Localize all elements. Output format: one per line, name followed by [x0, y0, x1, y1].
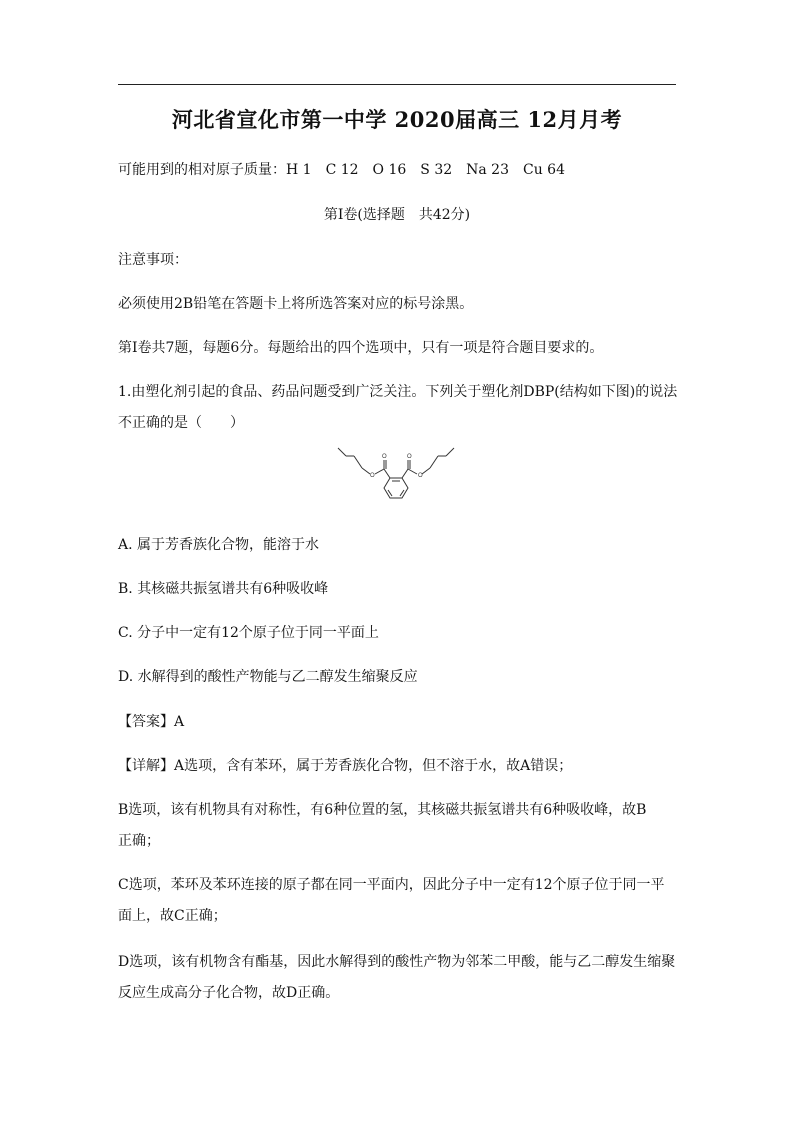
carbonyl-oxygen-right-label: O — [407, 454, 412, 460]
dbp-structure-diagram — [330, 446, 464, 518]
question-1-option-c: C. 分子中一定有12个原子位于同一平面上 — [118, 625, 379, 641]
note-2: 第Ⅰ卷共7题，每题6分。每题给出的四个选项中，只有一项是符合题目要求的。 — [118, 340, 604, 356]
notes-heading: 注意事项： — [118, 252, 188, 268]
carbonyl-oxygen-left-label: O — [382, 454, 387, 460]
question-1-option-b: B. 其核磁共振氢谱共有6种吸收峰 — [118, 581, 329, 597]
ester-oxygen-left-label: O — [370, 473, 375, 479]
question-1-answer: 【答案】A — [118, 714, 185, 730]
ester-oxygen-right-label: O — [418, 473, 423, 479]
section-heading: 第Ⅰ卷(选择题 共42分) — [323, 207, 471, 223]
explanation-d-line-1: D选项，该有机物含有酯基，因此水解得到的酸性产物为邻苯二甲酸，能与乙二醇发生缩聚 — [118, 954, 676, 970]
header-rule — [118, 84, 676, 85]
explanation-b-line-2: 正确； — [118, 833, 160, 849]
question-1-stem-line-1: 1.由塑化剂引起的食品、药品问题受到广泛关注。下列关于塑化剂DBP(结构如下图)的说法 — [118, 384, 678, 400]
question-1-option-d: D. 水解得到的酸性产物能与乙二醇发生缩聚反应 — [118, 669, 418, 685]
explanation-d-line-2: 反应生成高分子化合物，故D正确。 — [118, 985, 340, 1001]
page-title: 河北省宣化市第一中学 2020届高三 12月月考 — [171, 107, 623, 132]
explanation-b-line-1: B选项，该有机物具有对称性，有6种位置的氢，其核磁共振氢谱共有6种吸收峰，故B — [118, 802, 647, 818]
explanation-c-line-2: 面上，故C正确； — [118, 908, 227, 924]
atomic-masses-line: 可能用到的相对原子质量：H 1 C 12 O 16 S 32 Na 23 Cu 64 — [118, 162, 565, 178]
explanation-c-line-1: C选项，苯环及苯环连接的原子都在同一平面内，因此分子中一定有12个原子位于同一平 — [118, 877, 665, 893]
note-1: 必须使用2B铅笔在答题卡上将所选答案对应的标号涂黑。 — [118, 296, 474, 312]
question-1-stem-line-2: 不正确的是（ ） — [118, 415, 244, 431]
question-1-option-a: A. 属于芳香族化合物，能溶于水 — [118, 537, 320, 553]
explanation-a: 【详解】A选项，含有苯环，属于芳香族化合物，但不溶于水，故A错误； — [118, 758, 573, 774]
